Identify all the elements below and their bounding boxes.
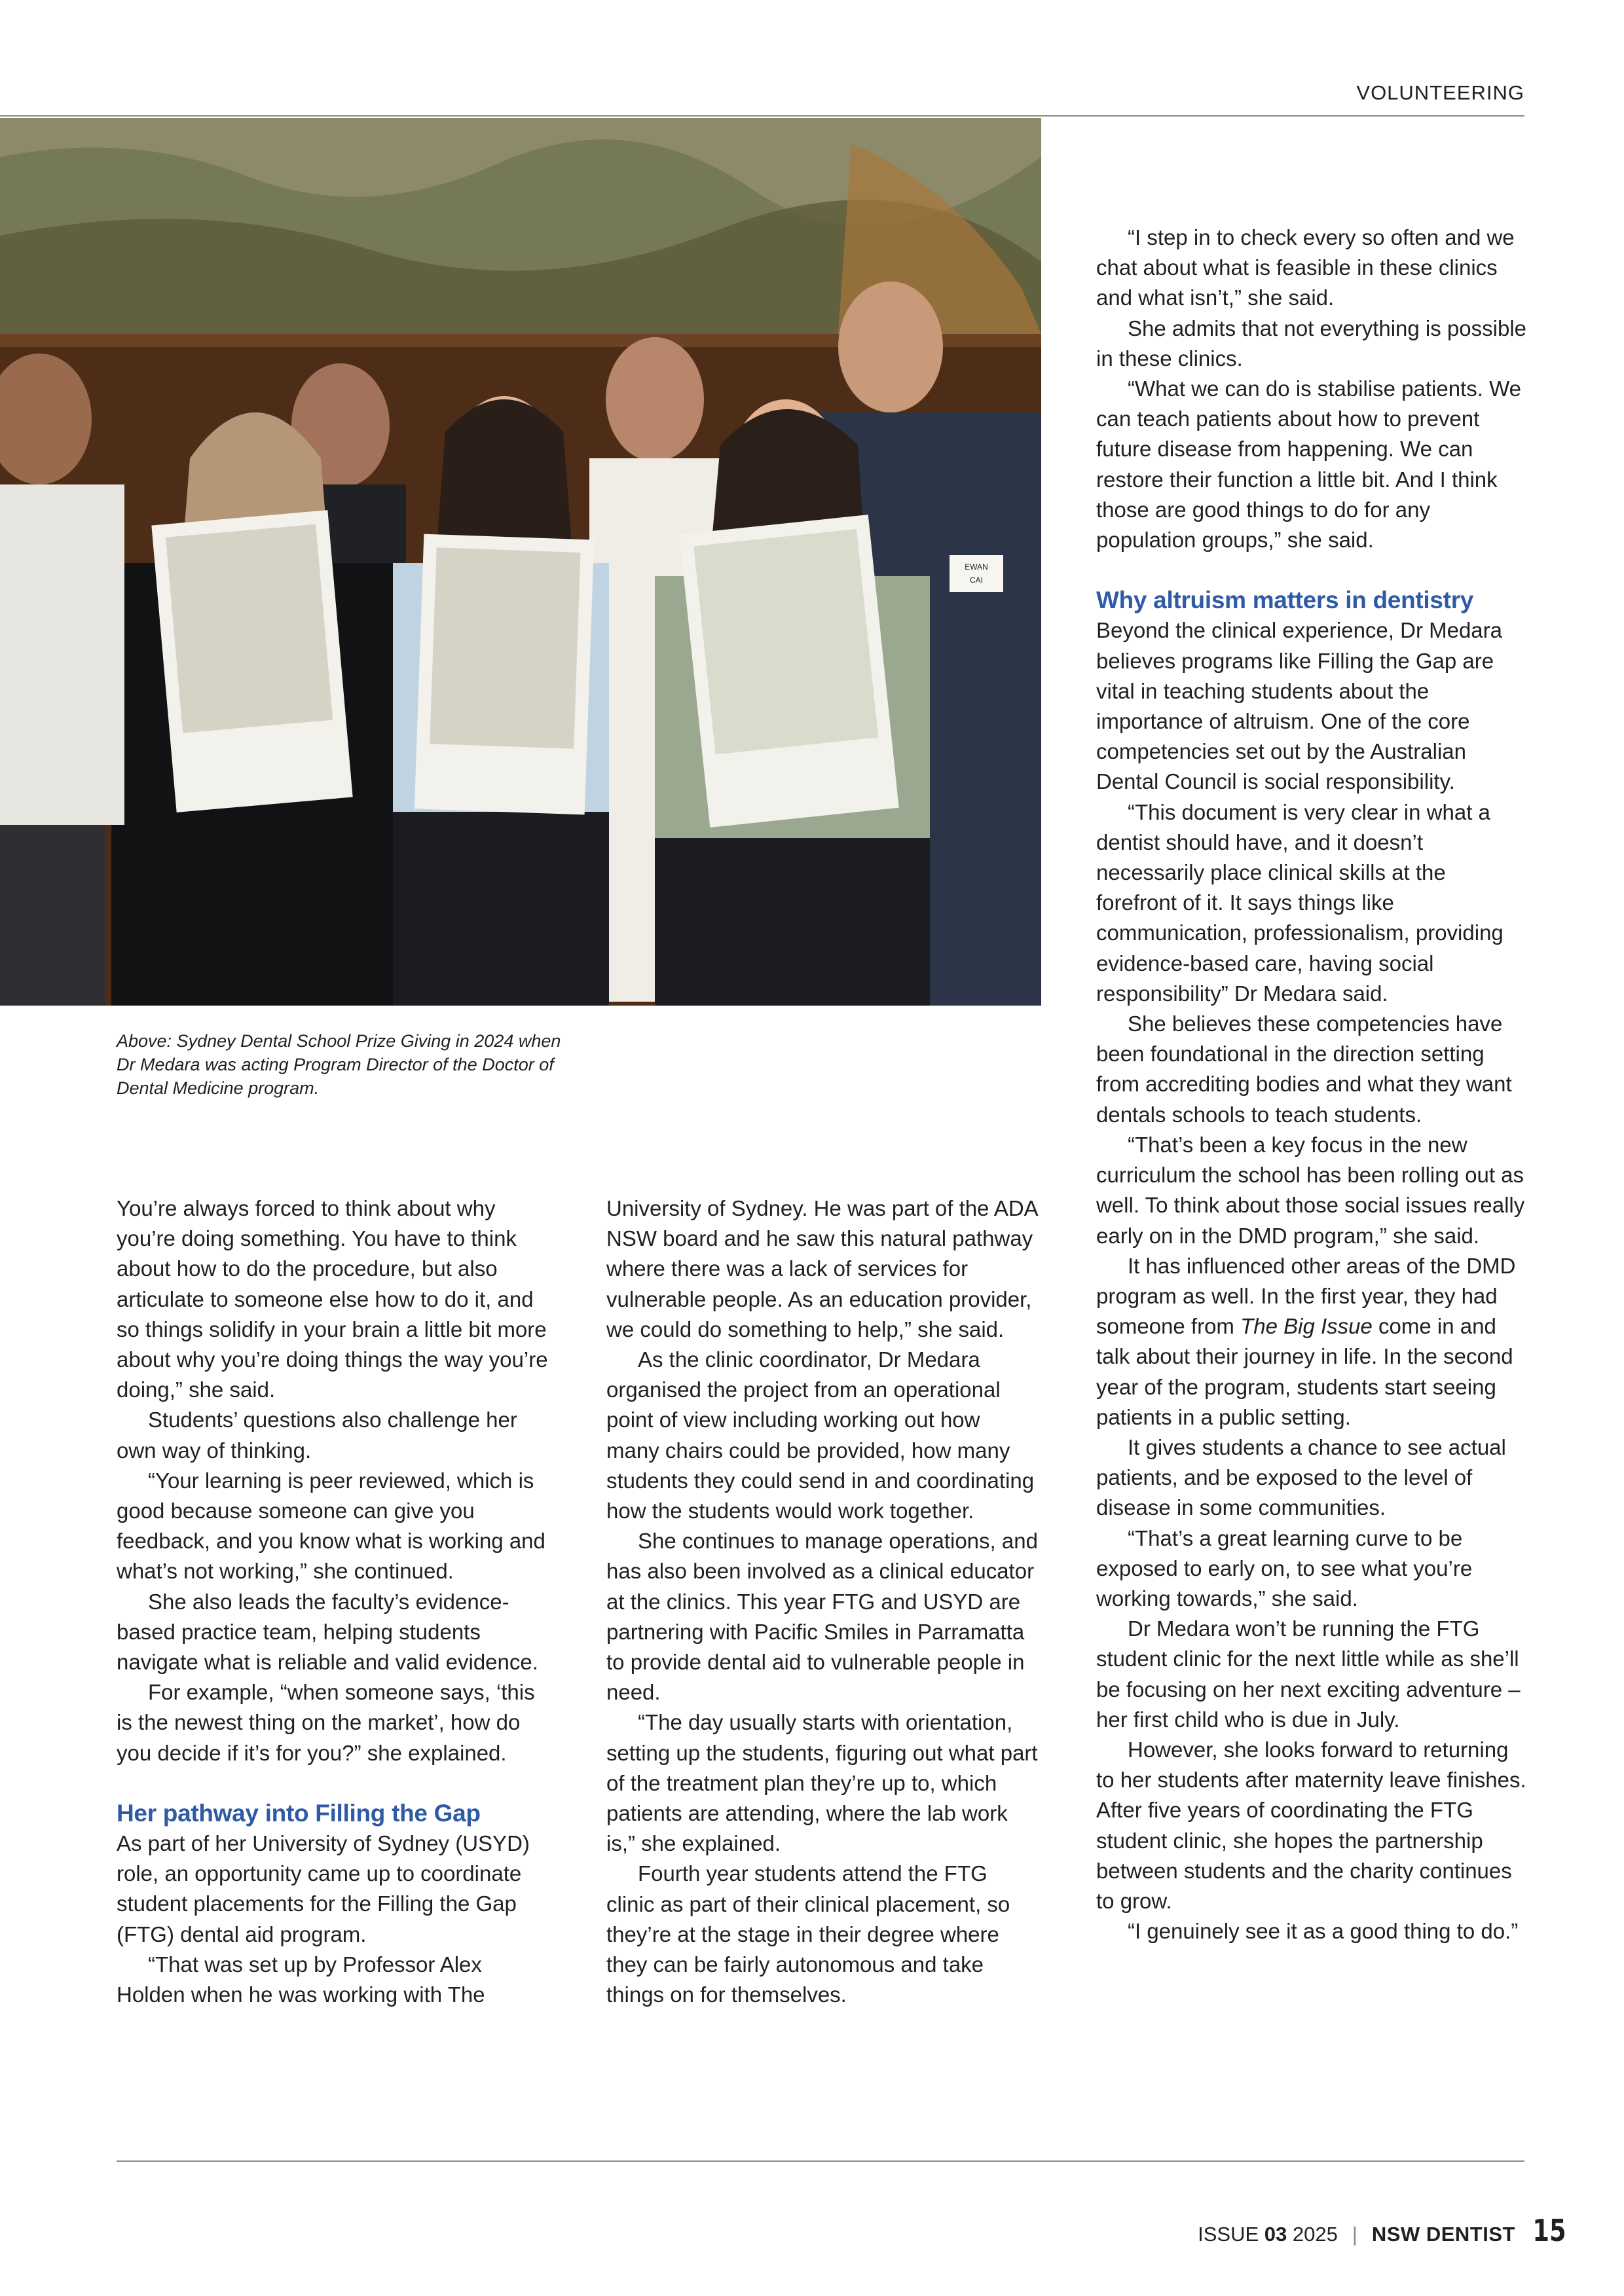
text-run: It has influenced other areas of the DMD program as well. In the first year, they had someone from	[1096, 1253, 1516, 1339]
paragraph: For example, “when someone says, ‘this is the newest thing on the market’, how do you decide if it’s for you?” she explained.	[117, 1680, 535, 1765]
badge-line-1: EWAN	[965, 562, 988, 572]
paragraph: She admits that not everything is possible in these clinics.	[1096, 316, 1527, 371]
prize-giving-photo	[0, 118, 1041, 1006]
article-column-2	[606, 1194, 1039, 2010]
article-column-1	[117, 1194, 549, 2010]
paragraph: She continues to manage operations, and has also been involved as a clinical educator at the clinics. This year FTG and USYD are partnering with Pacific Smiles in Parramatta to provide dental aid to vulnerable people in need.	[606, 1529, 1038, 1705]
subheading-altruism: Why altruism matters in dentistry	[1096, 587, 1474, 614]
paragraph: Students’ questions also challenge her own way of thinking.	[117, 1408, 517, 1463]
bottom-rule	[117, 2160, 1524, 2162]
paragraph: As the clinic coordinator, Dr Medara organised the project from an operational point of view including working out how many chairs could be provided, how many students they could send in and coordinating how the students would work together.	[606, 1347, 1035, 1523]
section-label: VOLUNTEERING	[1356, 81, 1524, 104]
paragraph: “The day usually starts with orientation, setting up the students, figuring out what part of the treatment plan they’re up to, which patients are attending, where the lab work is,” she explained.	[606, 1710, 1038, 1856]
paragraph: As part of her University of Sydney (USYD) role, an opportunity came up to coordinate student placements for the Filling the Gap (FTG) dental aid program.	[117, 1831, 530, 1946]
photo-caption: Above: Sydney Dental School Prize Giving in 2024 when Dr Medara was acting Program Director of the Doctor of Dental Medicine program.	[117, 1031, 561, 1098]
page-number: 15	[1532, 2213, 1566, 2248]
paragraph	[1096, 1251, 1528, 1432]
issue-year: 2025	[1292, 2223, 1338, 2246]
page-footer	[1198, 2213, 1570, 2248]
paragraph: It gives students a chance to see actual patients, and be exposed to the level of disease in some communities.	[1096, 1434, 1506, 1520]
paragraph: However, she looks forward to returning to her students after maternity leave finishes. After five years of coordinating the FTG student clinic, she hopes the partnership between students and the charity continues to grow.	[1096, 1737, 1526, 1913]
paragraph: “That was set up by Professor Alex Holden when he was working with The	[117, 1952, 485, 2007]
publication-title: The Big Issue	[1240, 1314, 1373, 1339]
top-rule	[0, 115, 1524, 117]
paragraph: “This document is very clear in what a dentist should have, and it doesn’t necessarily place clinical skills at the forefront of it. It says things like communication, professionalism, providing evidence-based care, having social responsibility” Dr Medara said.	[1096, 799, 1504, 1006]
badge-line-2: CAI	[969, 575, 984, 585]
article-column-3	[1096, 223, 1528, 1946]
paragraph: University of Sydney. He was part of the ADA NSW board and he saw this natural pathway where there was a lack of services for vulnerable people. As an education provider, we could do something to help,” she said.	[606, 1196, 1037, 1341]
text-run: come in and talk about their journey in life. In the second year of the program, students start seeing patients in a public setting.	[1096, 1314, 1513, 1429]
subheading-pathway: Her pathway into Filling the Gap	[117, 1799, 481, 1827]
issue-number: 03	[1264, 2223, 1287, 2246]
paragraph: “I step in to check every so often and we chat about what is feasible in these clinics and what isn’t,” she said.	[1096, 225, 1515, 310]
paragraph: “Your learning is peer reviewed, which is good because someone can give you feedback, and you know what is working and what’s not working,” she continued.	[117, 1468, 545, 1584]
paragraph: She believes these competencies have been foundational in the direction setting from accrediting bodies and what they want dentals schools to teach students.	[1096, 1011, 1512, 1127]
issue-info	[1198, 2223, 1338, 2246]
paragraph: “That’s a great learning curve to be exposed to early on, to see what you’re working towards,” she said.	[1096, 1525, 1473, 1611]
paragraph: “What we can do is stabilise patients. We can teach patients about how to prevent future disease from happening. We can restore their function a little bit. And I think those are good things to do for any population groups,” she said.	[1096, 376, 1521, 553]
paragraph: Fourth year students attend the FTG clinic as part of their clinical placement, so they’re at the stage in their degree where they can be fairly autonomous and take things on for themselves.	[606, 1861, 1010, 2007]
photo-illustration	[0, 118, 1041, 1006]
paragraph: “I genuinely see it as a good thing to do.”	[1128, 1919, 1519, 1944]
magazine-name: NSW DENTIST	[1371, 2223, 1515, 2246]
paragraph: Beyond the clinical experience, Dr Medara believes programs like Filling the Gap are vital in teaching students about the importance of altruism. One of the core competencies set out by the Australian Dental Council is social responsibility.	[1096, 618, 1502, 794]
paragraph: You’re always forced to think about why you’re doing something. You have to think about how to do the procedure, but also articulate to someone else how to do it, and so things solidify in your brain a little bit more about why you’re doing things the way you’re doing,” she said.	[117, 1196, 548, 1402]
issue-label: ISSUE	[1198, 2223, 1259, 2246]
paragraph: She also leads the faculty’s evidence-based practice team, helping students navigate what is reliable and valid evidence.	[117, 1589, 538, 1675]
footer-separator: |	[1352, 2223, 1357, 2246]
paragraph: Dr Medara won’t be running the FTG student clinic for the next little while as she’ll be focusing on her next exciting adventure – her first child who is due in July.	[1096, 1616, 1521, 1732]
paragraph: “That’s been a key focus in the new curriculum the school has been rolling out as well. To think about those social issues really early on in the DMD program,” she said.	[1096, 1132, 1525, 1248]
